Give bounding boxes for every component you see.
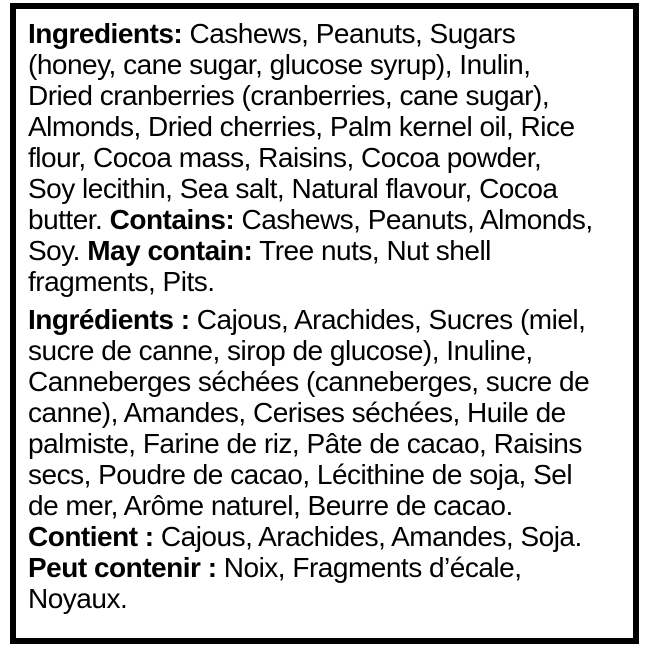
bold-text-run: Peut contenir : <box>28 552 217 583</box>
text-line <box>28 490 625 521</box>
text-run: Dried cranberries (cranberries, cane sugar), <box>28 80 550 111</box>
text-run: secs, Poudre de cacao, Lécithine de soja, Sel <box>28 459 573 490</box>
text-line <box>28 173 625 204</box>
text-run: Cajous, Arachides, Amandes, Soja. <box>153 521 582 552</box>
bold-text-run: Ingrédients : <box>28 304 190 335</box>
text-line <box>28 552 625 583</box>
text-line <box>28 397 625 428</box>
text-line <box>28 49 625 80</box>
text-line <box>28 428 625 459</box>
bold-text-run: Ingredients: <box>28 18 183 49</box>
ingredients-english-section <box>28 18 625 297</box>
text-run: Cashews, Peanuts, Sugars <box>182 18 516 49</box>
text-line <box>28 80 625 111</box>
text-run: Canneberges séchées (canneberges, sucre de <box>28 366 590 397</box>
bold-text-run: Contient : <box>28 521 154 552</box>
text-line <box>28 111 625 142</box>
text-run: de mer, Arôme naturel, Beurre de cacao. <box>28 490 513 521</box>
text-run: Soy. <box>28 235 88 266</box>
text-run: palmiste, Farine de riz, Pâte de cacao, Raisins <box>28 428 582 459</box>
text-line <box>28 266 625 297</box>
text-line <box>28 304 625 335</box>
text-line <box>28 583 625 614</box>
text-line <box>28 204 625 235</box>
text-line <box>28 459 625 490</box>
text-run: canne), Amandes, Cerises séchées, Huile de <box>28 397 566 428</box>
text-run: Cajous, Arachides, Sucres (miel, <box>189 304 586 335</box>
bold-text-run: Contains: <box>109 204 235 235</box>
text-line <box>28 18 625 49</box>
text-run: Noix, Fragments d’écale, <box>216 552 522 583</box>
text-run: sucre de canne, sirop de glucose), Inuline, <box>28 335 533 366</box>
text-line <box>28 335 625 366</box>
text-run: Cashews, Peanuts, Almonds, <box>234 204 593 235</box>
bold-text-run: May contain: <box>87 235 253 266</box>
text-run: Soy lecithin, Sea salt, Natural flavour, Cocoa <box>28 173 558 204</box>
ingredients-french-section <box>28 304 625 614</box>
text-line <box>28 235 625 266</box>
text-run: Noyaux. <box>28 583 128 614</box>
text-run: (honey, cane sugar, glucose syrup), Inulin, <box>28 49 531 80</box>
ingredients-panel <box>10 3 639 644</box>
text-line <box>28 142 625 173</box>
text-run: butter. <box>28 204 110 235</box>
text-run: fragments, Pits. <box>28 266 215 297</box>
ingredients-text <box>16 9 633 614</box>
text-run: flour, Cocoa mass, Raisins, Cocoa powder, <box>28 142 542 173</box>
text-line <box>28 366 625 397</box>
text-line <box>28 521 625 552</box>
text-run: Almonds, Dried cherries, Palm kernel oil, Rice <box>28 111 575 142</box>
text-run: Tree nuts, Nut shell <box>252 235 491 266</box>
